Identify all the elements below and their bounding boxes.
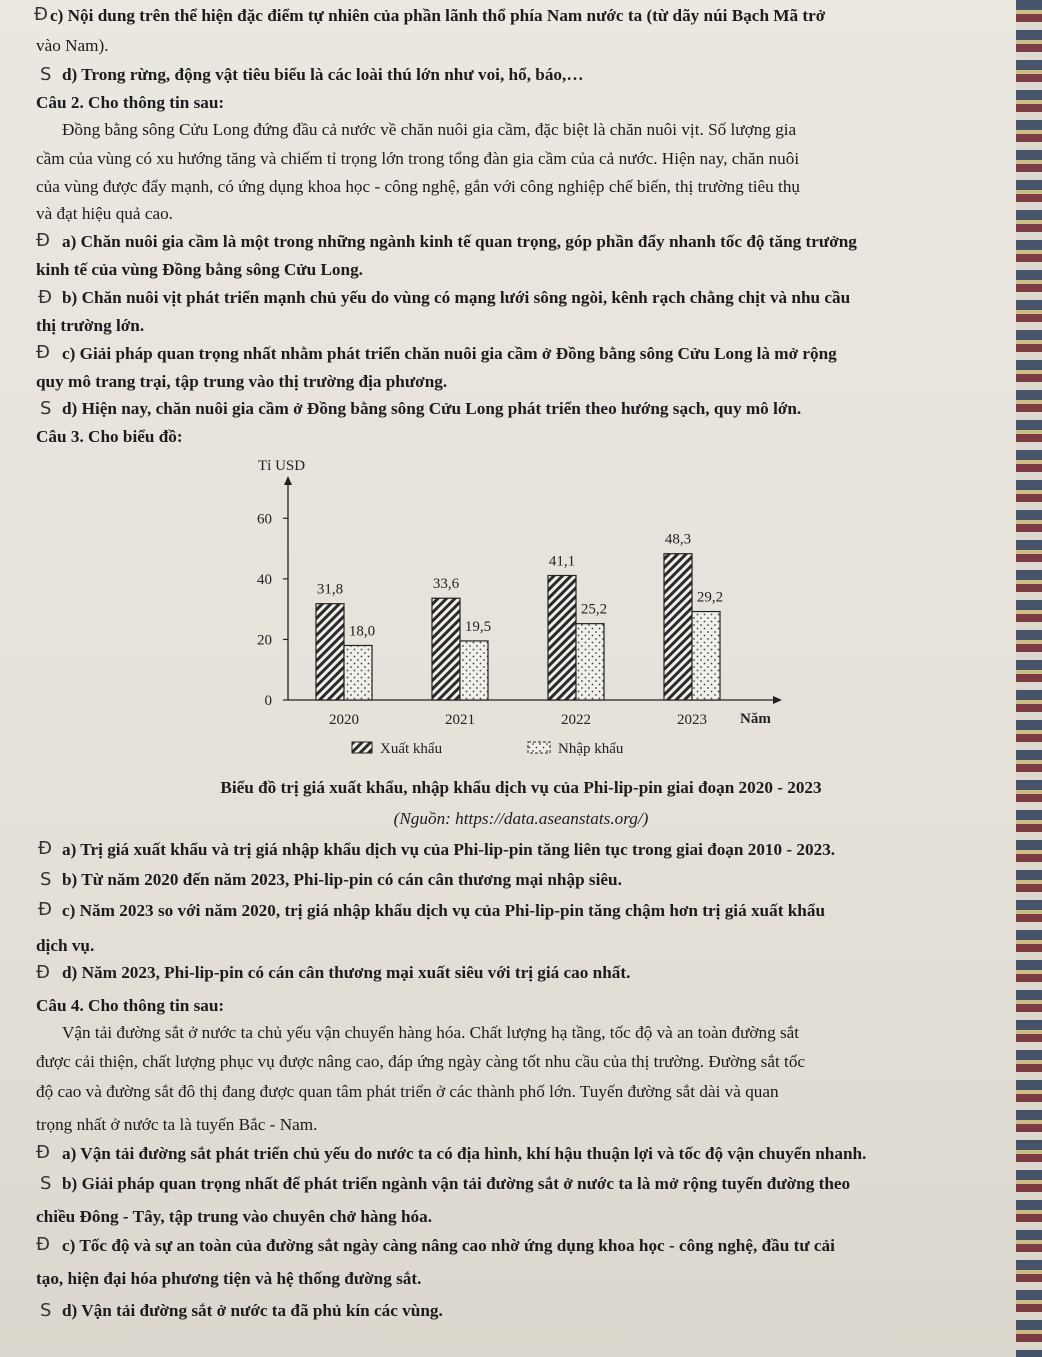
q3-statement-c-cont: dịch vụ. (36, 936, 95, 955)
y-axis-title: Tỉ USD (258, 458, 306, 474)
answer-mark-q1d: S (40, 64, 52, 85)
question-2-title: Câu 2. Cho thông tin sau: (36, 93, 225, 112)
q3-statement-b: b) Từ năm 2020 đến năm 2023, Phi-lip-pin có cán cân thương mại nhập siêu. (62, 870, 622, 889)
bar-export-2021 (432, 598, 460, 700)
x-tick-label-2020: 2020 (329, 712, 359, 728)
x-axis-arrow (773, 696, 782, 704)
q1-statement-d: d) Trong rừng, động vật tiêu biểu là các loài thú lớn như voi, hổ, báo,… (62, 65, 584, 84)
q2-statement-b: b) Chăn nuôi vịt phát triển mạnh chủ yếu do vùng có mạng lưới sông ngòi, kênh rạch chằng chịt và nhu cầu (62, 288, 851, 307)
q1-statement-c: c) Nội dung trên thể hiện đặc điểm tự nhiên của phần lãnh thổ phía Nam nước ta (từ dãy núi Bạch Mã trở (50, 6, 826, 25)
answer-mark-q1c: Đ (34, 4, 48, 25)
bar-export-2020 (316, 604, 344, 700)
answer-mark-q3d: Đ (36, 962, 50, 983)
q3-statement-d: d) Năm 2023, Phi-lip-pin có cán cân thương mại xuất siêu với trị giá cao nhất. (62, 963, 631, 982)
answer-mark-q4d: S (40, 1300, 52, 1321)
legend-swatch-import (528, 742, 550, 753)
q2-statement-c-cont: quy mô trang trại, tập trung vào thị trường địa phương. (36, 372, 448, 391)
data-label-import-2020: 18,0 (348, 623, 376, 640)
bar-import-2023 (692, 612, 720, 700)
data-label-export-2020: 31,8 (316, 581, 344, 598)
question-4-title: Câu 4. Cho thông tin sau: (36, 996, 225, 1015)
q4-info-line: được cải thiện, chất lượng phục vụ được nâng cao, đáp ứng ngày càng tốt nhu cầu của thị trường. Đường sắt tốc (36, 1052, 806, 1071)
answer-mark-q4a: Đ (36, 1142, 50, 1163)
q2-info-line: của vùng được đẩy mạnh, có ứng dụng khoa học - công nghệ, gắn với công nghiệp chế biến, thị trường tiêu thụ (36, 177, 801, 196)
bar-import-2022 (576, 624, 604, 700)
answer-mark-q2a: Đ (36, 230, 50, 251)
q4-statement-c: c) Tốc độ và sự an toàn của đường sắt ngày càng nâng cao nhờ ứng dụng khoa học - công nghệ, đầu tư cải (62, 1236, 835, 1255)
bar-import-2021 (460, 641, 488, 700)
q2-info-line: Đồng bằng sông Cửu Long đứng đầu cả nước về chăn nuôi gia cầm, đặc biệt là chăn nuôi vịt. Số lượng gia (62, 120, 797, 139)
chart-caption: Biểu đồ trị giá xuất khẩu, nhập khẩu dịch vụ của Phi-lip-pin giai đoạn 2020 - 2023 (220, 778, 822, 797)
x-tick-label-2021: 2021 (445, 712, 475, 728)
y-tick-label: 60 (257, 511, 272, 528)
data-label-export-2021: 33,6 (432, 576, 460, 593)
legend-swatch-export (352, 742, 372, 753)
bar-import-2020 (344, 645, 372, 700)
q2-statement-a-cont: kinh tế của vùng Đồng bằng sông Cửu Long. (36, 260, 363, 279)
question-3-title: Câu 3. Cho biểu đồ: (36, 427, 183, 446)
page-edge-decoration (1016, 0, 1042, 1357)
answer-mark-q3a: Đ (38, 838, 52, 859)
y-tick-label: 20 (257, 632, 272, 649)
data-label-import-2023: 29,2 (696, 589, 724, 606)
chart-source: (Nguồn: https://data.aseanstats.org/) (393, 809, 649, 828)
q2-statement-c: c) Giải pháp quan trọng nhất nhằm phát triển chăn nuôi gia cầm ở Đồng bằng sông Cửu Long là mở rộng (62, 344, 837, 363)
answer-mark-q2d: S (40, 398, 52, 419)
data-label-import-2021: 19,5 (464, 618, 492, 635)
bar-export-2022 (548, 576, 576, 700)
q2-statement-d: d) Hiện nay, chăn nuôi gia cầm ở Đồng bằng sông Cửu Long phát triển theo hướng sạch, quy mô lớn. (62, 399, 802, 418)
y-tick-label: 0 (264, 693, 272, 709)
q4-statement-c-cont: tạo, hiện đại hóa phương tiện và hệ thống đường sắt. (36, 1269, 422, 1288)
answer-mark-q3c: Đ (38, 899, 52, 920)
data-label-export-2022: 41,1 (548, 553, 576, 570)
q4-statement-b-cont: chiều Đông - Tây, tập trung vào chuyên chở hàng hóa. (36, 1207, 432, 1226)
legend-label-export: Xuất khẩu (380, 741, 443, 757)
data-label-export-2023: 48,3 (664, 531, 692, 548)
x-axis-title: Năm (740, 711, 771, 727)
answer-mark-q2c: Đ (36, 342, 50, 363)
answer-mark-q2b: Đ (38, 287, 52, 308)
y-tick-label: 40 (257, 571, 272, 588)
q1-statement-c-cont: vào Nam). (36, 36, 109, 55)
answer-mark-q3b: S (40, 869, 52, 890)
bar-export-2023 (664, 554, 692, 700)
q2-info-line: và đạt hiệu quả cao. (36, 204, 173, 223)
services-trade-bar-chart (230, 448, 790, 768)
x-tick-label-2022: 2022 (561, 712, 591, 728)
answer-mark-q4c: Đ (36, 1234, 50, 1255)
legend-label-import: Nhập khẩu (558, 741, 624, 757)
q2-statement-a: a) Chăn nuôi gia cầm là một trong những ngành kinh tế quan trọng, góp phần đẩy nhanh tốc độ tăng trưởng (62, 232, 857, 251)
q4-info-line: độ cao và đường sắt đô thị đang được quan tâm phát triển ở các thành phố lớn. Tuyến đường sắt dài và quan (36, 1082, 779, 1101)
q4-statement-d: d) Vận tải đường sắt ở nước ta đã phủ kín các vùng. (62, 1301, 443, 1320)
q4-statement-b: b) Giải pháp quan trọng nhất để phát triển ngành vận tải đường sắt ở nước ta là mở rộng tuyến đường theo (62, 1174, 851, 1193)
q2-statement-b-cont: thị trường lớn. (36, 316, 145, 335)
data-label-import-2022: 25,2 (580, 601, 608, 618)
q4-info-line: Vận tải đường sắt ở nước ta chủ yếu vận chuyển hàng hóa. Chất lượng hạ tầng, tốc độ và an toàn đường sắt (62, 1023, 800, 1042)
y-axis-arrow (284, 476, 292, 485)
q4-statement-a: a) Vận tải đường sắt phát triển chủ yếu do nước ta có địa hình, khí hậu thuận lợi và tốc độ vận chuyển nhanh. (62, 1144, 867, 1163)
q3-statement-c: c) Năm 2023 so với năm 2020, trị giá nhập khẩu dịch vụ của Phi-lip-pin tăng chậm hơn trị giá xuất khẩu (62, 901, 825, 920)
x-tick-label-2023: 2023 (677, 712, 707, 728)
q2-info-line: cầm của vùng có xu hướng tăng và chiếm tỉ trọng lớn trong tổng đàn gia cầm của cả nước. Hiện nay, chăn nuôi (36, 149, 800, 168)
answer-mark-q4b: S (40, 1173, 52, 1194)
q3-statement-a: a) Trị giá xuất khẩu và trị giá nhập khẩu dịch vụ của Phi-lip-pin tăng liên tục trong giai đoạn 2010 - 2023. (62, 840, 836, 859)
q4-info-line: trọng nhất ở nước ta là tuyến Bắc - Nam. (36, 1115, 318, 1134)
